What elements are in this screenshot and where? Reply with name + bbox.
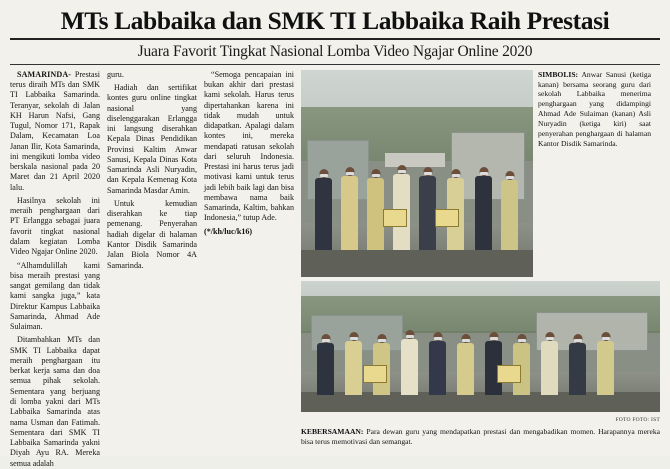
face-mask-icon [546, 337, 554, 341]
caption-lead: KEBERSAMAAN: [301, 426, 364, 436]
face-mask-icon [462, 339, 470, 343]
byline-code: (*/kh/luc/k16) [204, 226, 253, 236]
photo-person [367, 178, 384, 250]
paragraph: Ditambahkan MTs dan SMK TI Labbaika dapat meraih penghargaan itu berkat kerja sama dan doa semua pihak sekolah. Sementara yang berjuang di lomba yakni dari MTs Labbaika Samarinda atas nama Usman dan Fatimah. Sementara dari SMK TI Labbaika Samarinda yakni Diyah Ayu RA. Mereka semua adalah [10, 335, 100, 468]
bottom-caption [301, 427, 660, 447]
face-mask-icon [350, 337, 358, 341]
award-certificate [497, 365, 521, 383]
paragraph: “Semoga pencapaian ini bukan akhir dari prestasi kami sekolah. Harus terus dipertahankan karena ini tidak mudah untuk didapatkan. Apalagi dalam kontes ini, mereka mendapati ratusan sekolah dari seluruh Indonesia. Prestasi ini harus terus jadi motivasi kami untuk terus jadi lebih baik lagi dan bisa membawa nama baik Samarinda, Kaltim, bahkan Indonesia,” tutup Ade. [204, 69, 294, 223]
page-subtitle: Juara Favorit Tingkat Nasional Lomba Video Ngajar Online 2020 [137, 42, 533, 60]
photo-person [341, 176, 358, 250]
face-mask-icon [434, 337, 442, 341]
photo-canopy [385, 153, 445, 167]
photo-person [541, 341, 558, 395]
photo-pavement [301, 250, 533, 277]
divider-thin [10, 64, 660, 65]
face-mask-icon [320, 174, 328, 178]
article-column-1 [10, 69, 100, 468]
award-certificate [383, 209, 407, 227]
article-column-3 [204, 70, 294, 453]
caption-text: Anwar Sanusi (ketiga kanan) bersama seorang guru dari sekolah Labbaika menerima penghargaan yang didampingi Ahmad Ade Sulaiman (kanan) Asli Nuryadin (ketiga kiri) saat penyerahan penghargaan di halaman Kantor Disdik Samarinda. [538, 69, 651, 148]
photo-person [429, 341, 446, 395]
face-mask-icon [372, 174, 380, 178]
caption-lead: SIMBOLIS: [538, 69, 579, 79]
photo-pavement [301, 392, 660, 412]
photo-person [501, 180, 518, 250]
side-caption [538, 70, 651, 277]
photo-award-handover [301, 70, 533, 277]
photo-person [569, 343, 586, 395]
paragraph-text: Prestasi terus diraih MTs dan SMK TI Labbaika Samarinda. Teranyar, sekolah di Jalan KH Harun Nafsi, Gang Tugul, Nomor 171, Rapak Dalam, Kecamatan Loa Janan Ilir, Kota Samarinda, ini mengikuti lomba video berskala nasional pada 20 Maret dan 21 April 2020 lalu. [10, 69, 100, 192]
face-mask-icon [574, 339, 582, 343]
article-body [10, 69, 660, 468]
photo-credit: FOTO FOTO: IST [615, 416, 660, 423]
paragraph [10, 70, 100, 193]
face-mask-icon [490, 337, 498, 341]
face-mask-icon [480, 172, 488, 176]
photo-person [317, 343, 334, 395]
paragraph: guru. [107, 69, 124, 79]
photo-person [457, 343, 474, 395]
photo-person [475, 176, 492, 250]
dateline: SAMARINDA- [17, 69, 72, 79]
top-media-row [301, 70, 660, 277]
award-certificate [363, 365, 387, 383]
face-mask-icon [378, 339, 386, 343]
photo-person [345, 341, 362, 395]
article-column-2 [107, 70, 197, 453]
divider-thick [10, 38, 660, 40]
face-mask-icon [346, 172, 354, 176]
face-mask-icon [506, 176, 514, 180]
photo-person [597, 341, 614, 395]
face-mask-icon [424, 172, 432, 176]
paragraph: “Alhamdulillah kami bisa meraih prestasi yang sangat gemilang dan tidak kami sangka juga,” kata Direktur Kampus Labbaika Samarinda, Ahmad Ade Sulaiman. [10, 260, 100, 332]
paragraph: Untuk kemudian diserahkan ke tiap pemenang. Penyerahan hadiah digelar di halaman Kantor Disdik Samarinda Jalan Biola Nomor 4A Samarinda. [107, 198, 197, 270]
media-zone [301, 70, 660, 453]
photo-person [315, 178, 332, 250]
face-mask-icon [518, 339, 526, 343]
face-mask-icon [602, 337, 610, 341]
face-mask-icon [398, 170, 406, 174]
photo-group-teachers [301, 281, 660, 412]
paragraph: Hasilnya sekolah ini meraih penghargaan dari PT Erlangga sebagai juara favorit tingkat nasional dalam kegiatan Lomba Video Ngajar Online 2020. [10, 195, 100, 257]
photo-person [419, 176, 436, 250]
face-mask-icon [406, 335, 414, 339]
award-certificate [435, 209, 459, 227]
face-mask-icon [452, 174, 460, 178]
page-title: MTs Labbaika dan SMK TI Labbaika Raih Prestasi [60, 6, 610, 35]
paragraph: Hadiah dan sertifikat kontes guru online tingkat nasional yang diselenggarakan Erlangga ini langsung diserahkan Kepala Dinas Pendidikan Provinsi Kaltim Anwar Sanusi, Kepala Dinas Kota Samarinda Asli Nuryadin, dan Kepala Kemenag Kota Samarinda Masdar Amin. [107, 83, 197, 195]
caption-text: Para dewan guru yang mendapatkan prestasi dan mengabadikan momen. Harapannya mereka bisa terus memotivasi dan semangat. [301, 426, 660, 446]
face-mask-icon [322, 339, 330, 343]
photo-person [401, 339, 418, 395]
